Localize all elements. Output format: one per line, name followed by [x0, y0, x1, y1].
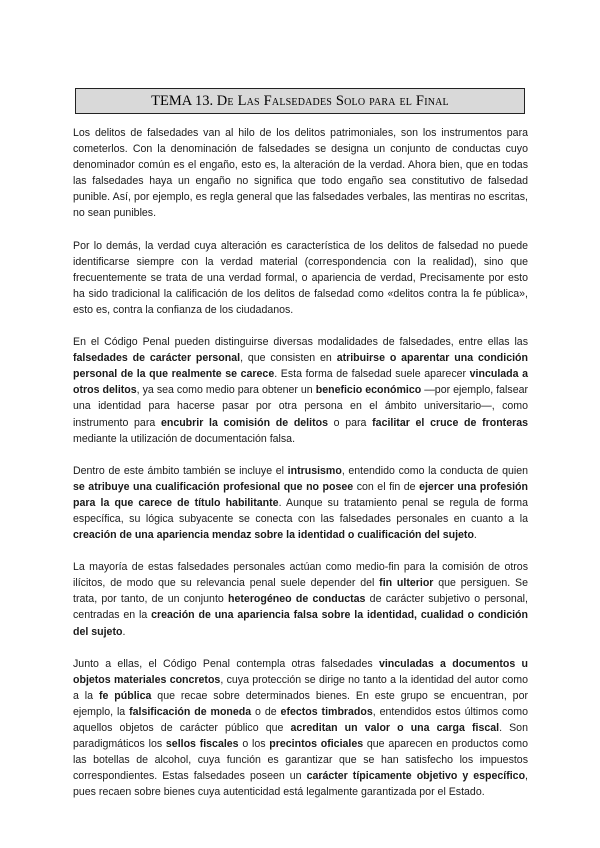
text-run: . — [122, 625, 126, 638]
text-run: o de — [251, 705, 281, 718]
bold-phrase: creación de una apariencia falsa sobre la identidad, cualidad o condición del sujeto — [73, 609, 528, 638]
text-run: En el Código Penal pueden distinguirse diversas modalidades de falsedades, entre ellas las — [73, 336, 528, 349]
text-run: que persiguen. Se trata, por tanto, de un conjunto — [73, 577, 529, 606]
text-run: Junto a ellas, el Código Penal contempla otras falsedades — [73, 657, 379, 670]
text-run: que recae sobre determinados bienes. En este grupo se encuentran, por ejemplo, la — [73, 689, 528, 718]
bold-phrase: facilitar el cruce de fronteras — [372, 416, 529, 429]
text-run: Dentro de este ámbito también se incluye el — [73, 464, 288, 477]
text-run: o los — [238, 738, 270, 751]
bold-phrase: creación de una apariencia mendaz sobre la identidad o cualificación del sujeto — [73, 529, 474, 542]
text-run: , que consisten en — [240, 352, 337, 365]
text-run: —por ejemplo, falsear una identidad para hacerse pasar por otra persona en el ámbito universitario—, como instrumento para — [73, 384, 528, 429]
bold-phrase: encubrir la comisión de delitos — [160, 416, 328, 429]
bold-phrase: falsificación de moneda — [129, 705, 252, 718]
text-run: de carácter subjetivo o personal, centradas en la — [73, 593, 528, 622]
bold-phrase: heterogéneo de conductas — [228, 593, 366, 606]
bold-phrase: acreditan un valor o una carga fiscal — [290, 722, 500, 734]
text-run: , ya sea como medio para obtener un — [136, 384, 316, 397]
bold-phrase: precintos oficiales — [269, 738, 364, 751]
text-run: con el fin de — [353, 480, 420, 493]
bold-phrase: se atribuye una cualificación profesional que no posee — [73, 480, 354, 493]
body-paragraph — [73, 559, 528, 639]
text-run: Por lo demás, la verdad cuya alteración es característica de los delitos de falsedad no puede identificarse siempre con la verdad material (correspondencia con la realidad), sino que frecuentemente se trata de una verdad formal, o apariencia de verdad, Precisamente por esto ha sido tradicional la calificación de los delitos de falsedad como «delitos contra la fe pública», esto es, contra la confianza de los ciudadanos. — [73, 239, 528, 316]
text-run: , pues recaen sobre bienes cuya autenticidad está legalmente garantizada por el Estado. — [73, 770, 528, 799]
text-run: , entendido como la conducta de quien — [341, 464, 529, 477]
text-run: . — [473, 529, 477, 542]
body-paragraph — [73, 463, 528, 543]
text-run: o para — [327, 416, 373, 429]
text-run: . Aunque su tratamiento penal se regula de forma específica, su lógica subyacente se conecta con las falsedades personales en cuanto a la — [73, 496, 528, 525]
bold-phrase: vinculadas a documentos u objetos materiales concretos — [73, 657, 528, 686]
bold-phrase: ejercer una profesión para la que carece de título habilitante — [73, 480, 528, 509]
text-run: que aparecen en productos como las botellas de alcohol, cuya función es garantizar que se han satisfecho los impuestos correspondientes. Estas falsedades poseen un — [73, 738, 528, 783]
section-title-prefix: TEMA 13. — [151, 93, 217, 109]
bold-phrase: atribuirse o aparentar una condición personal de la que realmente se carece — [73, 352, 529, 381]
text-run: La mayoría de estas falsedades personales actúan como medio-fin para la comisión de otros ilícitos, de modo que su relevancia penal suele depender del — [73, 561, 528, 590]
bold-phrase: fin ulterior — [379, 577, 434, 590]
bold-phrase: fe pública — [98, 689, 152, 702]
body-paragraph — [73, 334, 528, 447]
bold-phrase: sellos fiscales — [165, 738, 239, 751]
section-title-box — [75, 88, 525, 114]
bold-phrase: intrusismo — [287, 464, 342, 477]
text-run: . Son paradigmáticos los — [73, 722, 528, 751]
bold-phrase: carácter típicamente objetivo y específico — [306, 770, 526, 783]
document-body — [73, 125, 528, 816]
text-run: . Esta forma de falsedad suele aparecer — [274, 368, 470, 381]
body-paragraph — [73, 125, 528, 222]
bold-phrase: vinculada a otros delitos — [73, 368, 529, 397]
text-run: , entendidos estos últimos como aquellos objetos de carácter público que — [73, 705, 528, 734]
text-run: mediante la utilización de documentación falsa. — [73, 432, 296, 445]
section-title-name: De Las Falsedades Solo para el Final — [216, 93, 449, 109]
body-paragraph — [73, 238, 528, 318]
body-paragraph — [73, 656, 528, 801]
bold-phrase: falsedades de carácter personal — [73, 352, 241, 365]
text-run: Los delitos de falsedades van al hilo de los delitos patrimoniales, son los instrumentos para cometerlos. Con la denominación de falsedades se designa un conjunto de conductas cuyo denominador común es el engaño, esto es, la alteración de la verdad. Ahora bien, que en todas las falsedades haya un engaño no significa que todo engaño sea constitutivo de falsedad punible. Así, por ejemplo, es regla general que las falsedades verbales, las mentiras no escritas, no sean punibles. — [73, 127, 528, 220]
bold-phrase: beneficio económico — [315, 384, 422, 397]
bold-phrase: efectos timbrados — [280, 705, 373, 718]
text-run: , cuya protección se dirige no tanto a la identidad del autor como a la — [73, 673, 528, 702]
